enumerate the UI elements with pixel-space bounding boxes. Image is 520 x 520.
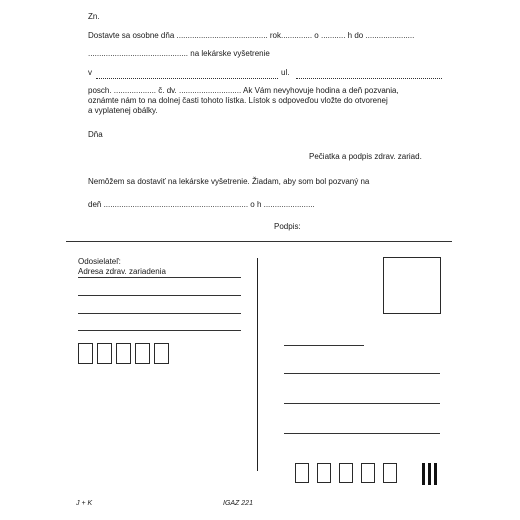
code-mark-1 <box>422 463 425 485</box>
footer-left-mark: J + K <box>76 500 93 507</box>
recipient-line-1[interactable] <box>284 345 364 346</box>
sender-zip-box-1[interactable] <box>78 343 93 364</box>
date-label: Dňa <box>88 130 103 139</box>
recipient-line-2[interactable] <box>284 373 440 374</box>
code-mark-2 <box>428 463 431 485</box>
sender-zip-box-3[interactable] <box>116 343 131 364</box>
code-mark-3 <box>434 463 437 485</box>
signature-label: Podpis: <box>274 222 301 231</box>
footer-form-code: IGAZ 221 <box>223 500 253 507</box>
sender-label: Odosielateľ: <box>78 257 121 266</box>
floor-door-line[interactable]: posch. ................... č. dv. ............................ Ak Vám nevyhovuje hodina a deň pozvania, <box>88 86 399 95</box>
cannot-attend-text: Nemôžem sa dostaviť na lekárske vyšetrenie. Žiadam, aby som bol pozvaný na <box>88 177 370 186</box>
recipient-zip-box-4[interactable] <box>361 463 375 483</box>
instructions-line-2: a vyplatenej obálky. <box>88 106 158 115</box>
sender-address-label: Adresa zdrav. zariadenia <box>78 267 166 276</box>
street-label: ul. <box>281 68 290 77</box>
recipient-zip-box-2[interactable] <box>317 463 331 483</box>
exam-type-line[interactable]: ............................................. na lekárske vyšetrenie <box>88 49 270 58</box>
appointment-date-line[interactable]: Dostavte sa osobne dňa ......................................... rok.............. o ........... h do ...................... <box>88 31 415 40</box>
sender-zip-box-4[interactable] <box>135 343 150 364</box>
sender-line-3[interactable] <box>78 313 241 314</box>
street-field[interactable] <box>296 78 442 79</box>
stamp-box <box>383 257 441 314</box>
recipient-line-4[interactable] <box>284 433 440 434</box>
recipient-zip-box-3[interactable] <box>339 463 353 483</box>
seal-signature-label: Pečiatka a podpis zdrav. zariad. <box>309 152 422 161</box>
recipient-zip-box-5[interactable] <box>383 463 397 483</box>
instructions-line-1: oznámte nám to na dolnej časti tohoto lístka. Lístok s odpoveďou vložte do otvorenej <box>88 96 388 105</box>
sender-line-2[interactable] <box>78 295 241 296</box>
sender-line-4[interactable] <box>78 330 241 331</box>
recipient-line-3[interactable] <box>284 403 440 404</box>
card-separator-line <box>66 241 452 242</box>
sender-zip-box-5[interactable] <box>154 343 169 364</box>
zn-label: Zn. <box>88 12 100 21</box>
location-field[interactable] <box>96 78 278 79</box>
new-date-line[interactable]: deň ................................................................. o h ....................... <box>88 200 315 209</box>
location-v-label: v <box>88 68 92 77</box>
recipient-zip-box-1[interactable] <box>295 463 309 483</box>
card-vertical-divider <box>257 258 258 471</box>
sender-zip-box-2[interactable] <box>97 343 112 364</box>
sender-line-1[interactable] <box>78 277 241 278</box>
